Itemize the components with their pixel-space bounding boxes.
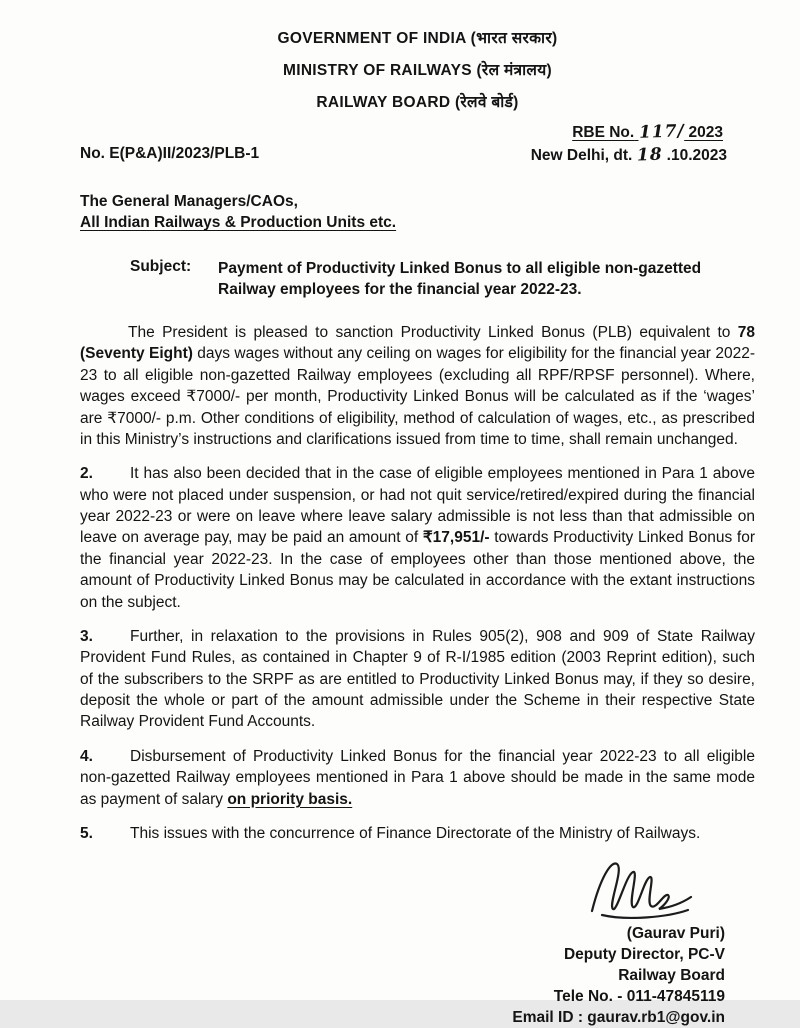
place-date-label: New Delhi, dt. xyxy=(530,147,633,164)
paragraph xyxy=(80,823,755,844)
signatory-designation: Deputy Director, PC-V xyxy=(563,946,725,964)
signatory-block xyxy=(512,923,725,1028)
file-number: No. E(P&A)II/2023/PLB-1 xyxy=(80,145,260,162)
paragraph-number: 5. xyxy=(80,824,93,842)
subject-text: Payment of Productivity Linked Bonus to all eligible non-gazetted Railway employees for the financial year 2022-23. xyxy=(218,260,702,298)
paragraph-text: The President is pleased to sanction Productivity Linked Bonus (PLB) equivalent to xyxy=(128,324,738,341)
rbe-label: RBE No. xyxy=(572,124,635,141)
paragraph-text: on priority basis. xyxy=(227,790,353,808)
paragraph xyxy=(80,463,755,613)
subject-label: Subject: xyxy=(130,258,192,275)
signature-area xyxy=(80,857,755,1028)
letterhead-government-line: GOVERNMENT OF INDIA (भारत सरकार) xyxy=(277,30,558,47)
addressee-line-2: All Indian Railways & Production Units etc. xyxy=(80,214,397,231)
paragraph-text: It has also been decided that in the case of eligible employees mentioned in Para 1 above who were not placed under suspension, or had not quit service/retired/expired during the financial year 2022-23 or were on leave where leave salary admissible is not less than that admissible on leave on average pay, may be paid an amount of xyxy=(80,465,755,547)
addressee-line-1: The General Managers/CAOs, xyxy=(80,193,298,210)
letterhead-board-line: RAILWAY BOARD (रेलवे बोर्ड) xyxy=(316,94,519,111)
reference-row xyxy=(80,145,755,165)
paragraph-text: days wages without any ceiling on wages for eligibility for the financial year 2022-23 to all eligible non-gazetted Railway employees (excluding all RPF/RPSF personnel). Where, wages exceed ₹7000/- per month, Productivity Linked Bonus will be calculated as if the ‘wages’ are ₹7000/- p.m. Other conditions of eligibility, method of calculation of wages, etc., as prescribed in this Ministry’s instructions and clarifications issued from time to time, shall remain unchanged. xyxy=(80,345,755,448)
date-day-handwritten: 18 xyxy=(636,144,663,166)
paragraph xyxy=(80,746,755,810)
signature-scribble xyxy=(580,857,700,919)
date-rest: .10.2023 xyxy=(666,147,727,164)
paragraph-text: This issues with the concurrence of Finance Directorate of the Ministry of Railways. xyxy=(130,824,701,842)
paragraph xyxy=(80,626,755,733)
paragraph-text: 78 (Seventy Eight) xyxy=(80,324,755,363)
addressee-block xyxy=(80,191,755,233)
place-and-date xyxy=(531,145,727,165)
paragraph-text: Disbursement of Productivity Linked Bonus for the financial year 2022-23 to all eligible non-gazetted Railway employees mentioned in Para 1 above should be made in the same mode as payment of salary xyxy=(80,747,755,808)
paragraph-text: towards Productivity Linked Bonus for the financial year 2022-23. In the case of employees other than those mentioned above, the amount of Productivity Linked Bonus may be calculated in accordance with the extant instructions on the subject. xyxy=(80,529,755,611)
signatory-name: (Gaurav Puri) xyxy=(626,925,725,943)
signatory-organization: Railway Board xyxy=(618,967,725,985)
letterhead-ministry-line: MINISTRY OF RAILWAYS (रेल मंत्रालय) xyxy=(283,62,552,79)
rbe-line xyxy=(80,122,723,142)
paragraph-text: ₹17,951/- xyxy=(422,529,490,547)
signatory-phone: Tele No. - 011-47845119 xyxy=(553,988,725,1006)
paragraph-number: 3. xyxy=(80,627,93,645)
signatory-email: Email ID : gaurav.rb1@gov.in xyxy=(512,1009,725,1027)
paragraph-number: 4. xyxy=(80,747,93,765)
paragraph-text: Further, in relaxation to the provisions in Rules 905(2), 908 and 909 of State Railway Provident Fund Rules, as contained in Chapter 9 of R-I/1985 edition (2003 Reprint edition), such of the subscribers to the SRPF as are entitled to Productivity Linked Bonus may, if they so desire, deposit the whole or part of the amount admissible under the Scheme in their respective State Railway Provident Fund Accounts. xyxy=(80,627,755,731)
rbe-year: 2023 xyxy=(688,124,723,141)
subject-block xyxy=(130,258,755,300)
letterhead xyxy=(80,26,755,112)
paragraphs xyxy=(80,322,755,844)
paragraph-number: 2. xyxy=(80,465,93,483)
paragraph xyxy=(80,322,755,450)
rbe-reference xyxy=(572,121,723,143)
rbe-number-handwritten: 117/ xyxy=(638,121,685,143)
